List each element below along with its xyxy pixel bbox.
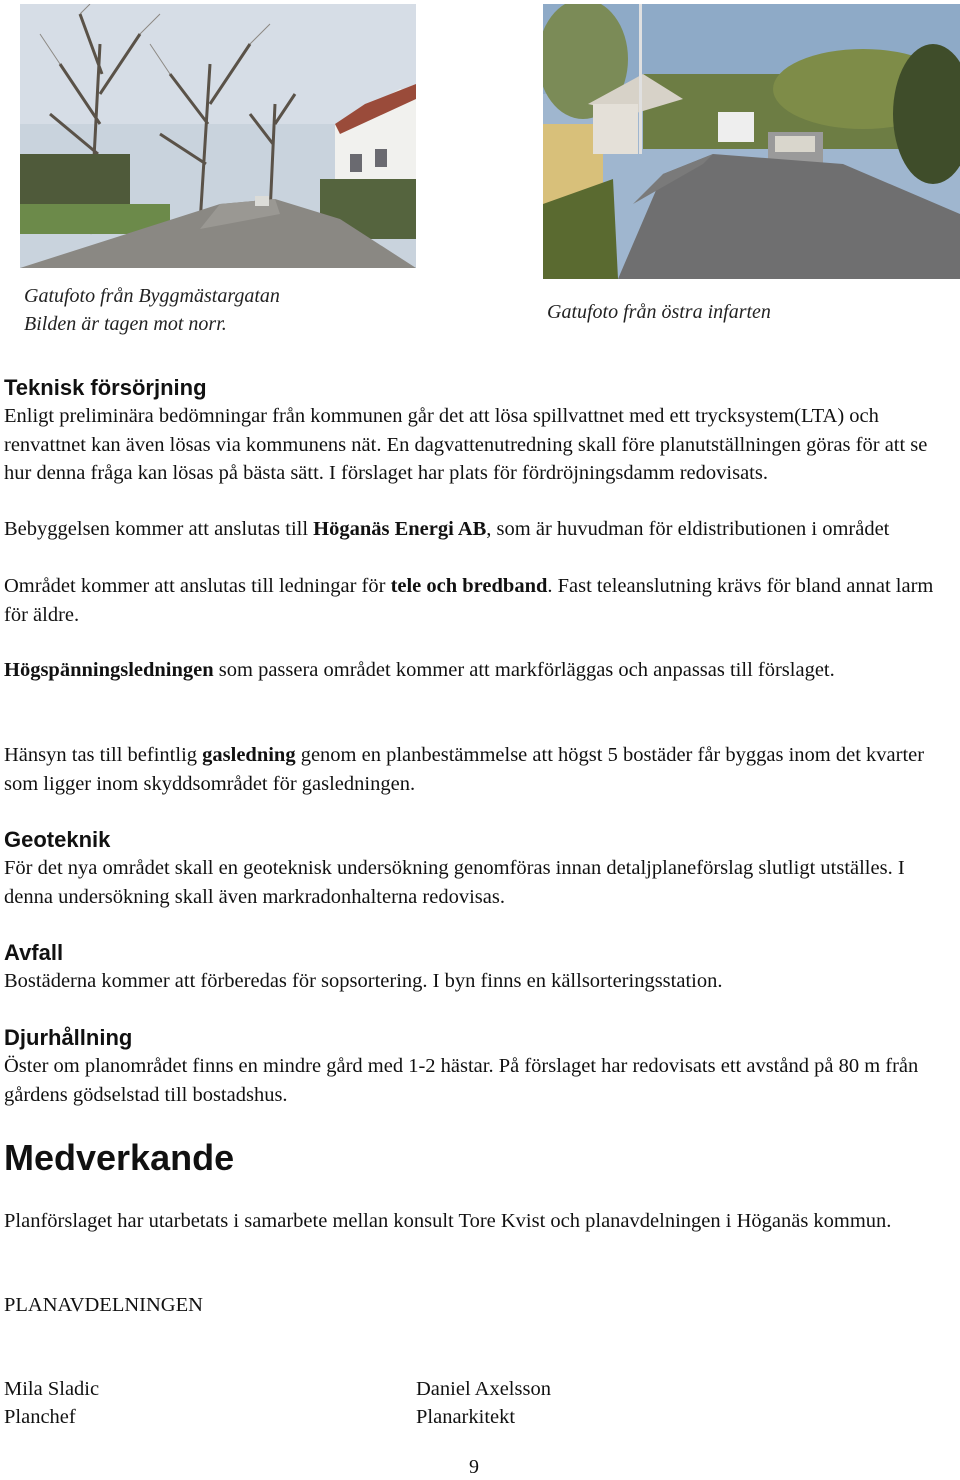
street-photo-byggmastargatan: [20, 4, 416, 268]
medverkande-paragraph: Planförslaget har utarbetats i samarbete mellan konsult Tore Kvist och planavdelningen i Höganäs kommun.: [4, 1210, 892, 1232]
signature-title: Planarkitekt: [416, 1406, 516, 1428]
department-name: PLANAVDELNINGEN: [4, 1294, 203, 1316]
text-run: Bebyggelsen kommer att anslutas till: [4, 518, 314, 540]
photo-caption-left: [24, 282, 280, 338]
text-run: , som är huvudman för eldistributionen i området: [486, 518, 890, 540]
photo-caption-right: Gatufoto från östra infarten: [547, 301, 771, 323]
geoteknik-paragraph: För det nya området skall en geoteknisk undersökning genomföras innan detaljplaneförslag slutligt utställes. I denna undersökning skall även markradonhalterna redovisas.: [4, 857, 905, 908]
heading-medverkande: Medverkande: [4, 1137, 235, 1178]
djurhallning-paragraph: Öster om planområdet finns en mindre gård med 1-2 hästar. På förslaget har redovisats ett avstånd på 80 m från gårdens gödselstad till bostadshus.: [4, 1055, 919, 1106]
heading-teknisk-forsorjning: Teknisk försörjning: [4, 375, 207, 400]
street-photo-ostra-infarten: [543, 4, 960, 279]
text-run: Hänsyn tas till befintlig: [4, 744, 203, 766]
photo-caption-left-line2: Bilden är tagen mot norr.: [24, 313, 227, 335]
teknisk-paragraph-5: [4, 741, 954, 798]
highlight-tele-bredband: tele och bredband: [390, 575, 548, 597]
teknisk-paragraph-4: [4, 656, 954, 685]
text-run: genom en planbestämmelse att högst 5 bostäder får byggas inom det kvarter som ligger inom skyddsområdet för gasledningen.: [4, 744, 925, 795]
highlight-hogspanningsledningen: Högspänningsledningen: [4, 659, 214, 681]
signature-title: Planchef: [4, 1406, 76, 1428]
highlight-gasledning: gasledning: [202, 744, 296, 766]
heading-djurhallning: Djurhållning: [4, 1025, 133, 1050]
page-number: 9: [469, 1456, 479, 1478]
avfall-paragraph: Bostäderna kommer att förberedas för sopsortering. I byn finns en källsorteringsstation.: [4, 970, 723, 992]
teknisk-paragraph-1: Enligt preliminära bedömningar från kommunen går det att lösa spillvattnet med ett trycksystem(LTA) och renvattnet kan även lösas via kommunens nät. En dagvattenutredning skall före planutställningen göras för att se hur denna fråga kan lösas på bästa sätt. I förslaget har plats för fördröjningsdamm redovisats.: [4, 405, 928, 484]
text-run: Området kommer att anslutas till ledningar för: [4, 575, 391, 597]
heading-geoteknik: Geoteknik: [4, 827, 111, 852]
heading-avfall: Avfall: [4, 940, 64, 965]
signature-name: Daniel Axelsson: [416, 1378, 551, 1400]
teknisk-paragraph-3: [4, 572, 954, 629]
text-run: som passera området kommer att markförläggas och anpassas till förslaget.: [213, 659, 835, 681]
text-run: . Fast teleanslutning krävs för bland annat larm för äldre.: [4, 575, 934, 626]
signature-block-planchef: [4, 1375, 99, 1431]
highlight-hoganas-energi: Höganäs Energi AB: [313, 518, 487, 540]
signature-name: Mila Sladic: [4, 1378, 100, 1400]
photo-caption-left-line1: Gatufoto från Byggmästargatan: [24, 285, 280, 307]
teknisk-paragraph-2: [4, 515, 954, 544]
signature-block-planarkitekt: [416, 1375, 551, 1431]
